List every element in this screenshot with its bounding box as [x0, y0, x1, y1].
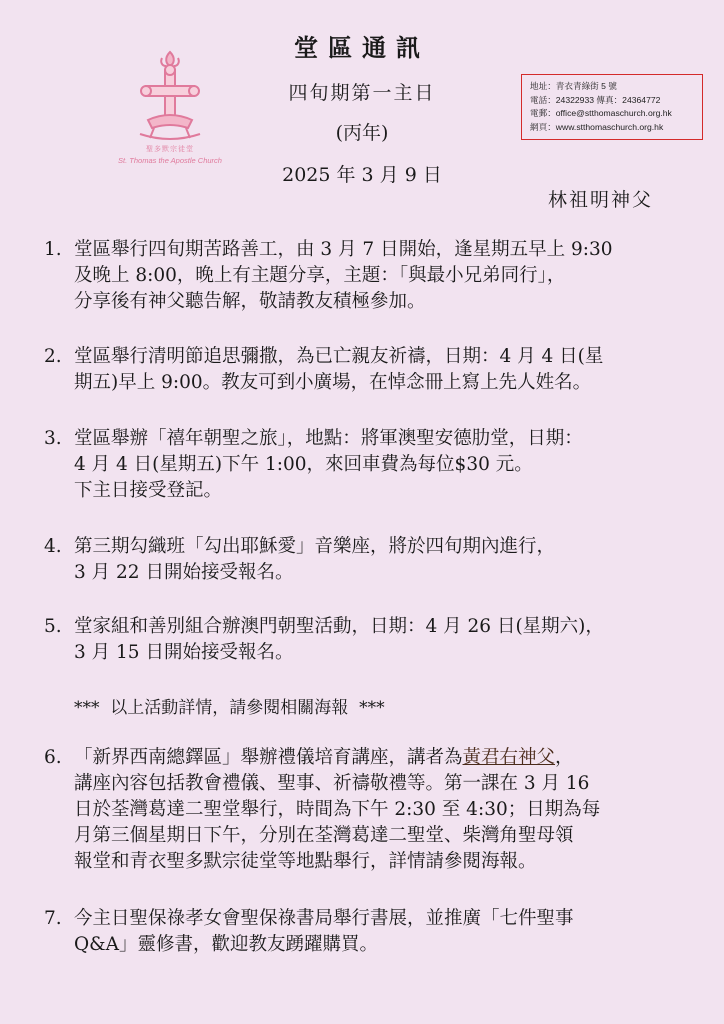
item-number: 6.	[44, 747, 62, 768]
list-item	[44, 426, 684, 504]
item-text-rest: ， 講座內容包括教會禮儀、聖事、祈禱敬禮等。第一課在 3 月 16 日於荃灣葛達二聖堂舉行，時間為下午 2:30 至 4:30；日期為每 月第三個星期日下午，分別在荃灣葛達二聖堂、柴灣角聖母領 報堂和青衣聖多默宗徒堂等地點舉行，詳情請參閱海報。	[74, 747, 601, 872]
logo-name-en: St. Thomas the Apostle Church	[118, 156, 222, 165]
contact-box	[521, 74, 703, 140]
liturgical-year: (丙年)	[335, 122, 389, 144]
item-text: 堂家組和善別組合辦澳門朝聖活動，日期：4 月 26 日(星期六)， 3 月 15 日開始接受報名。	[74, 616, 604, 663]
item-text-start: 「新界西南總鐸區」舉辦禮儀培育講座，講者為	[74, 747, 463, 768]
item-number: 5.	[44, 616, 62, 637]
item-number: 4.	[44, 536, 62, 557]
list-item	[44, 614, 684, 666]
bulletin-date: 2025 年 3 月 9 日	[282, 164, 442, 186]
church-logo	[110, 48, 230, 178]
poster-note: *** 以上活動詳情，請參閱相關海報 ***	[74, 698, 385, 718]
item-number: 2.	[44, 346, 62, 367]
item-text: 堂區舉辦「禧年朝聖之旅」，地點：將軍澳聖安德肋堂，日期： 4 月 4 日(星期五)下午 1:00，來回車費為每位$30 元。 下主日接受登記。	[74, 428, 583, 501]
contact-phone: 電話：24322933 傳真：24364772	[530, 94, 661, 105]
speaker-name: 黃君右神父	[462, 747, 556, 768]
list-item	[44, 344, 684, 396]
list-item	[44, 906, 684, 958]
list-item	[44, 745, 684, 875]
contact-website: 網頁：www.stthomaschurch.org.hk	[530, 121, 664, 132]
contact-address: 地址：青衣青綠街 5 號	[530, 81, 617, 91]
list-item	[44, 534, 684, 586]
item-text: 今主日聖保祿孝女會聖保祿書局舉行書展，並推廣「七件聖事 Q&A」靈修書，歡迎教友踴躍購買。	[74, 908, 574, 955]
cross-icon	[110, 48, 230, 148]
item-number: 3.	[44, 428, 62, 449]
logo-label	[110, 144, 230, 165]
page-title: 堂區通訊	[294, 33, 430, 62]
item-text: 堂區舉行四旬期苦路善工，由 3 月 7 日開始，逢星期五早上 9:30 及晚上 8:00，晚上有主題分享，主題：「與最小兄弟同行」， 分享後有神父聽告解，敬請教友積極參加。	[74, 239, 613, 312]
logo-name-cn: 聖多默宗徒堂	[146, 146, 194, 153]
priest-name: 林祖明神父	[548, 189, 654, 211]
item-text	[74, 745, 684, 875]
liturgical-day: 四旬期第一主日	[288, 82, 436, 104]
item-number: 7.	[44, 908, 62, 929]
contact-email: 電郵：office@stthomaschurch.org.hk	[530, 108, 672, 118]
item-text: 第三期勾織班「勾出耶穌愛」音樂座，將於四旬期內進行， 3 月 22 日開始接受報名。	[74, 536, 556, 583]
list-item	[44, 237, 684, 315]
item-text: 堂區舉行清明節追思彌撒，為已亡親友祈禱，日期：4 月 4 日(星 期五)早上 9:00。教友可到小廣場，在悼念冊上寫上先人姓名。	[74, 346, 604, 393]
item-number: 1.	[44, 239, 62, 260]
